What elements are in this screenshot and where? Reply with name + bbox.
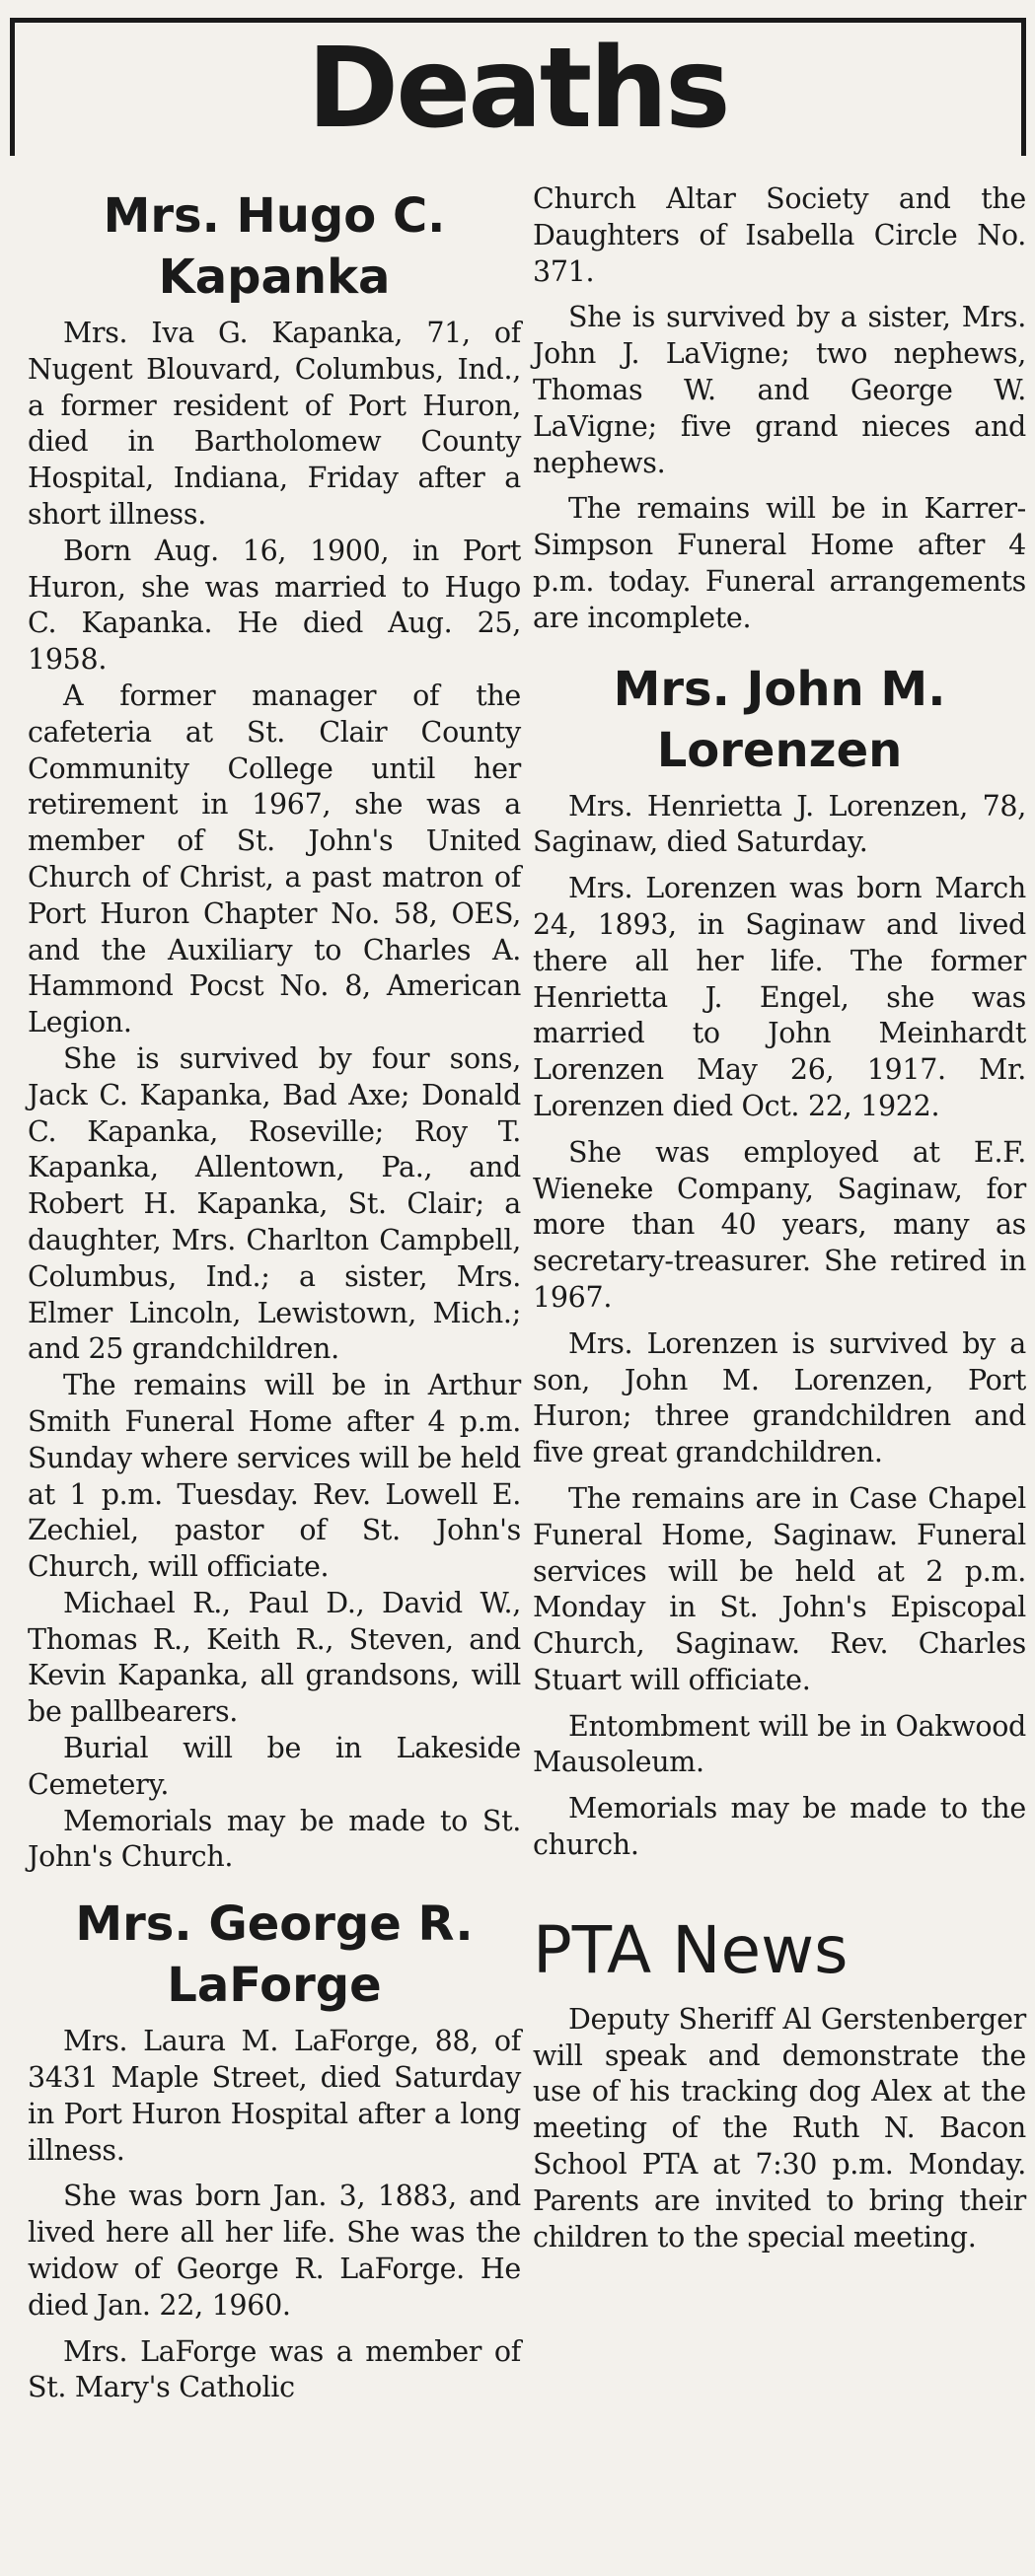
obituary-paragraph: Entombment will be in Oakwood Mausoleum. [533, 1709, 1026, 1779]
obituary-heading-line1: Mrs. John M. [613, 661, 946, 717]
obituary-paragraph: She is survived by a sister, Mrs. John J. LaVigne; two nephews, Thomas W. and George W. LaVigne; five grand nieces and nephews. [533, 301, 1026, 479]
obituary-heading-line2: Lorenzen [656, 722, 903, 778]
obituary-paragraph: Mrs. Lorenzen was born March 24, 1893, in Saginaw and lived there all her life. The former Henrietta J. Engel, she was married to John Meinhardt Lorenzen May 26, 1917. Mr. Lorenzen died Oct. 22, 1922. [533, 872, 1026, 1122]
obituary-paragraph: Michael R., Paul D., David W., Thomas R., Keith R., Steven, and Kevin Kapanka, all grandsons, will be pallbearers. [28, 1586, 521, 1729]
left-column [28, 185, 521, 2406]
obituary-paragraph: She is survived by four sons, Jack C. Kapanka, Bad Axe; Donald C. Kapanka, Roseville; Roy T. Kapanka, Allentown, Pa., and Robert H. Kapanka, St. Clair; a daughter, Mrs. Charlton Campbell, Columbus, Ind.; a sister, Mrs. Elmer Lincoln, Lewistown, Mich.; and 25 grandchildren. [28, 1041, 521, 1366]
obituary-paragraph: Mrs. Laura M. LaForge, 88, of 3431 Maple Street, died Saturday in Port Huron Hospital after a long illness. [28, 2025, 521, 2167]
obituary-paragraph: Church Altar Society and the Daughters of Isabella Circle No. 371. [533, 182, 1026, 288]
obituary-paragraph: Burial will be in Lakeside Cemetery. [28, 1732, 521, 1801]
pta-news-heading: PTA News [533, 1911, 849, 1988]
right-column [533, 181, 1026, 2255]
obituary-paragraph: The remains will be in Karrer-Simpson Funeral Home after 4 p.m. today. Funeral arrangements are incomplete. [533, 492, 1026, 634]
masthead-rule-top [10, 18, 1026, 23]
obituary-paragraph: The remains will be in Arthur Smith Funeral Home after 4 p.m. Sunday where services will be held at 1 p.m. Tuesday. Rev. Lowell E. Zechiel, pastor of St. John's Church, will officiate. [28, 1369, 521, 1584]
obituary-paragraph: The remains are in Case Chapel Funeral Home, Saginaw. Funeral services will be held at 2 p.m. Monday in St. John's Episcopal Church, Saginaw. Rev. Charles Stuart will officiate. [533, 1481, 1026, 1696]
obituary-lorenzen [533, 659, 1026, 1864]
obituary-paragraph: Mrs. LaForge was a member of St. Mary's Catholic [28, 2334, 521, 2404]
obituary-paragraph: Mrs. Henrietta J. Lorenzen, 78, Saginaw, died Saturday. [533, 789, 1026, 859]
obituary-paragraph: Mrs. Iva G. Kapanka, 71, of Nugent Blouvard, Columbus, Ind., a former resident of Port Huron, died in Bartholomew County Hospital, Indiana, Friday after a short illness. [28, 317, 521, 531]
obituary-heading-line1: Mrs. Hugo C. [103, 188, 446, 244]
obituary-heading-line2: Kapanka [158, 250, 391, 305]
obituary-heading [28, 1894, 521, 2016]
obituary-kapanka [28, 185, 521, 1876]
obituary-heading [28, 185, 521, 308]
pta-news-paragraph: Deputy Sheriff Al Gerstenberger will speak and demonstrate the use of his tracking dog Alex at the meeting of the Ruth N. Bacon School PTA at 7:30 p.m. Monday. Parents are invited to bring their children to the special meeting. [533, 2002, 1026, 2254]
obituary-heading-line1: Mrs. George R. [75, 1896, 474, 1953]
obituary-paragraph: A former manager of the cafeteria at St. Clair County Community College until her retirement in 1967, she was a member of St. John's United Church of Christ, a past matron of Port Huron Chapter No. 58, OES, and the Auxiliary to Charles A. Hammond Pocst No. 8, American Legion. [28, 679, 521, 1039]
obituary-laforge-continued [533, 181, 1026, 637]
section-masthead: Deaths [307, 25, 728, 153]
obituary-paragraph: Memorials may be made to the church. [533, 1792, 1026, 1862]
obituary-paragraph: Memorials may be made to St. John's Church. [28, 1804, 521, 1874]
obituary-paragraph: She was employed at E.F. Wieneke Company, Saginaw, for more than 40 years, many as secretary-treasurer. She retired in 1967. [533, 1135, 1026, 1314]
obituary-paragraph: Born Aug. 16, 1900, in Port Huron, she was married to Hugo C. Kapanka. He died Aug. 25, 1958. [28, 534, 521, 677]
obituary-heading [533, 659, 1026, 781]
obituary-laforge [28, 1894, 521, 2406]
obituary-heading-line2: LaForge [167, 1958, 382, 2014]
obituary-paragraph: She was born Jan. 3, 1883, and lived here all her life. She was the widow of George R. LaForge. He died Jan. 22, 1960. [28, 2180, 521, 2322]
pta-news [533, 1911, 1026, 2256]
obituary-paragraph: Mrs. Lorenzen is survived by a son, John M. Lorenzen, Port Huron; three grandchildren and five great grandchildren. [533, 1326, 1026, 1469]
